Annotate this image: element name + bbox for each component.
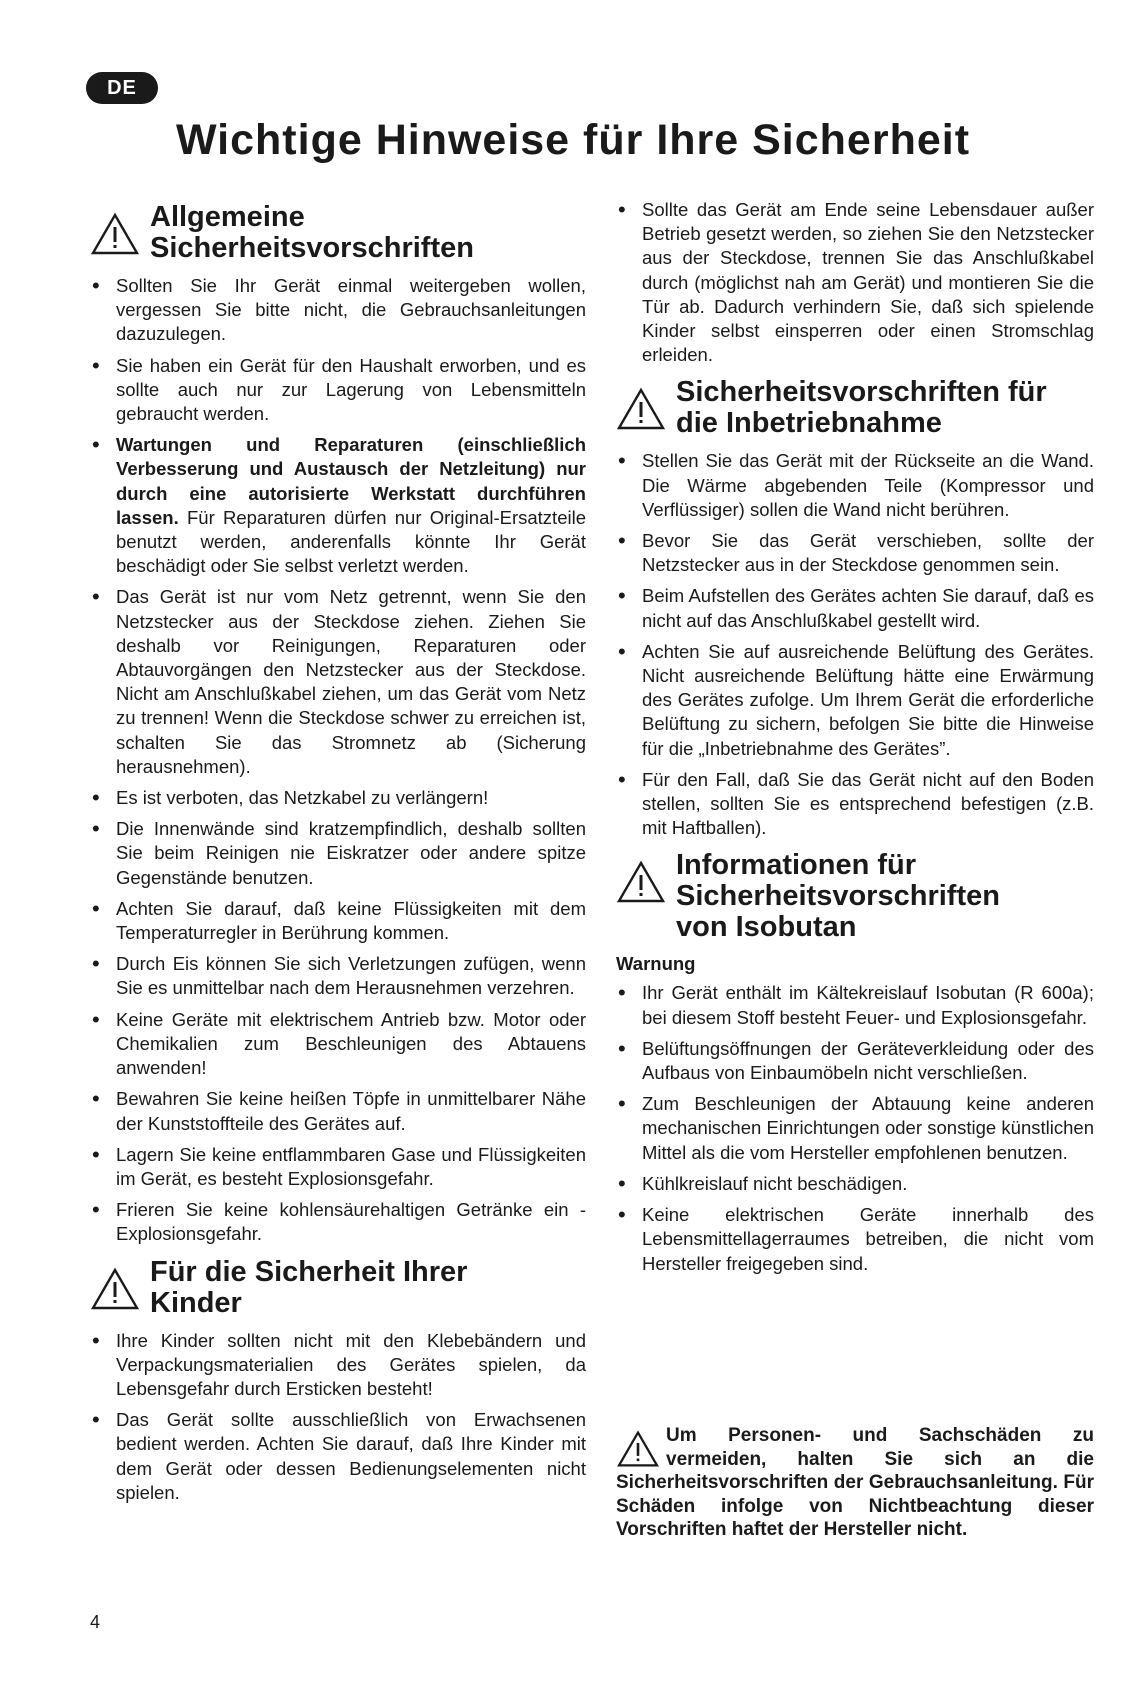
liability-notice-text: Um Personen- und Sachschäden zu vermeiden, halten Sie sich an die Sicherheitsvorschriften der Gebrauchsanleitung. Für Schäden infolge von Nichtbeachtung dieser Vorschriften haftet der Hersteller nicht. — [616, 1425, 1094, 1540]
list-item: • Ihre Kinder sollten nicht mit den Klebebändern und Verpackungsmaterialien des Gerätes spielen, da Lebensgefahr durch Ersticken besteht! — [90, 1329, 586, 1402]
list-item: • Das Gerät ist nur vom Netz getrennt, wenn Sie den Netzstecker aus der Steckdose ziehen. Ziehen Sie deshalb vor Reinigungen, Reparaturen oder Abtauvorgängen den Netzstecker aus der Steckdose. Nicht am Anschlußkabel ziehen, um das Gerät vom Netz zu trennen! Wenn die Steckdose schwer zu erreichen ist, schalten Sie das Stromnetz ab (Sicherung herausnehmen). — [90, 585, 586, 779]
section-children-title — [150, 1257, 467, 1319]
page-title: Wichtige Hinweise für Ihre Sicherheit — [175, 116, 971, 164]
list-item: • Für den Fall, daß Sie das Gerät nicht auf den Boden stellen, sollten Sie es entsprechend befestigen (z.B. mit Haftballen). — [616, 768, 1094, 841]
section-commissioning-list — [616, 449, 1094, 840]
section-children-list — [90, 1329, 586, 1505]
liability-notice — [616, 1424, 1094, 1542]
section-general-title-line1: Allgemeine — [150, 201, 305, 233]
list-item: • Ihr Gerät enthält im Kältekreislauf Isobutan (R 600a); bei diesem Stoff besteht Feuer- und Explosionsgefahr. — [616, 981, 1094, 1029]
right-column — [616, 198, 1094, 1286]
section-general-title-line2: Sicherheitsvorschriften — [150, 232, 474, 264]
section-children-heading — [90, 1257, 586, 1319]
section-children-title-line1: Für die Sicherheit Ihrer — [150, 1255, 468, 1288]
list-item: • Sollte das Gerät am Ende seine Lebensdauer außer Betrieb gesetzt werden, so ziehen Sie den Netzstecker aus der Steckdose, trennen Sie das Anschlußkabel durch (möglichst nah am Gerät) und montieren Sie die Tür ab. Dadurch verhindern Sie, daß sich spielende Kinder selbst einsperren oder einen Stromschlag erleiden. — [616, 198, 1094, 367]
list-item: • Die Innenwände sind kratzempfindlich, deshalb sollten Sie beim Reinigen nie Eiskratzer oder andere spitze Gegenstände benutzen. — [90, 817, 586, 890]
section-isobutane-heading — [616, 850, 1094, 943]
language-badge — [86, 72, 158, 104]
list-item: • Das Gerät sollte ausschließlich von Erwachsenen bedient werden. Achten Sie darauf, daß Ihre Kinder mit dem Gerät oder dessen Bedienungselementen nicht spielen. — [90, 1408, 586, 1505]
language-badge-label: DE — [107, 76, 137, 99]
list-item: • Keine elektrischen Geräte innerhalb des Lebensmittellagerraumes betreiben, die nicht vom Hersteller freigegeben sind. — [616, 1203, 1094, 1276]
section-isobutane-title-line2: Sicherheitsvorschriften — [676, 880, 1000, 913]
section-children-title-line2: Kinder — [150, 1286, 242, 1319]
section-general-title — [150, 202, 474, 264]
list-item: • Bewahren Sie keine heißen Töpfe in unmittelbarer Nähe der Kunststoffteile des Gerätes auf. — [90, 1087, 586, 1135]
warning-triangle-icon — [90, 212, 140, 256]
section-commissioning-title — [676, 377, 1047, 439]
page-number: 4 — [90, 1612, 101, 1632]
warning-triangle-icon — [616, 387, 666, 431]
list-item: • Lagern Sie keine entflammbaren Gase und Flüssigkeiten im Gerät, es besteht Explosionsgefahr. — [90, 1143, 586, 1191]
section-isobutane-title — [676, 850, 1000, 943]
intro-list — [616, 198, 1094, 367]
list-item: • Es ist verboten, das Netzkabel zu verlängern! — [90, 786, 586, 810]
list-item: • Belüftungsöffnungen der Geräteverkleidung oder des Aufbaus von Einbaumöbeln nicht verschließen. — [616, 1037, 1094, 1085]
section-commissioning-heading — [616, 377, 1094, 439]
list-item: • Keine Geräte mit elektrischem Antrieb bzw. Motor oder Chemikalien zum Beschleunigen des Abtauens anwenden! — [90, 1008, 586, 1081]
list-item: • Frieren Sie keine kohlensäurehaltigen Getränke ein - Explosionsgefahr. — [90, 1198, 586, 1246]
list-item: • Achten Sie darauf, daß keine Flüssigkeiten mit dem Temperaturregler in Berührung kommen. — [90, 897, 586, 945]
list-item: • Kühlkreislauf nicht beschädigen. — [616, 1172, 1094, 1196]
warning-triangle-icon — [616, 860, 666, 904]
section-isobutane-title-line1: Informationen für — [676, 849, 917, 882]
list-item: • Sollten Sie Ihr Gerät einmal weitergeben wollen, vergessen Sie bitte nicht, die Gebrauchsanleitungen dazuzulegen. — [90, 274, 586, 347]
section-general-list — [90, 274, 586, 1247]
left-column — [90, 198, 586, 1515]
warning-triangle-icon — [90, 1267, 140, 1311]
list-item: • Stellen Sie das Gerät mit der Rückseite an die Wand. Die Wärme abgebenden Teile (Kompressor und Verflüssiger) sollen die Wand nicht berühren. — [616, 449, 1094, 522]
list-item: • Achten Sie auf ausreichende Belüftung des Gerätes. Nicht ausreichende Belüftung hätte eine Erwärmung des Gerätes zufolge. Um Ihrem Gerät die erforderliche Belüftung zu sichern, befolgen Sie bitte die Hinweise für die „Inbetriebnahme des Gerätes”. — [616, 640, 1094, 761]
list-item: • Beim Aufstellen des Gerätes achten Sie darauf, daß es nicht auf das Anschlußkabel gestellt wird. — [616, 584, 1094, 632]
section-commissioning-title-line1: Sicherheitsvorschriften für — [676, 376, 1047, 409]
section-commissioning-title-line2: die Inbetriebnahme — [676, 407, 942, 440]
section-general-heading — [90, 202, 586, 264]
section-isobutane-title-line3: von Isobutan — [676, 911, 857, 944]
list-item: • Bevor Sie das Gerät verschieben, sollte der Netzstecker aus in der Steckdose genommen sein. — [616, 529, 1094, 577]
list-item: • Zum Beschleunigen der Abtauung keine anderen mechanischen Einrichtungen oder sonstige künstlichen Mittel als die vom Hersteller empfohlenen benutzen. — [616, 1092, 1094, 1165]
list-item-bold: Wartungen und Reparaturen (einschließlich Verbesserung und Austausch der Netzleitung) nur durch eine autorisierte Werkstatt durchführen lassen. — [116, 434, 586, 528]
list-item: • Durch Eis können Sie sich Verletzungen zufügen, wenn Sie es unmittelbar nach dem Herausnehmen verzehren. — [90, 952, 586, 1000]
list-item: • Sie haben ein Gerät für den Haushalt erworben, und es sollte auch nur zur Lagerung von Lebensmitteln gebraucht werden. — [90, 354, 586, 427]
warning-triangle-icon — [616, 1430, 660, 1468]
section-isobutane-list — [616, 981, 1094, 1275]
list-item-rest: Für Reparaturen dürfen nur Original-Ersatzteile benutzt werden, anderenfalls könnte Ihr Gerät beschädigt oder Sie selbst verletzt werden. — [116, 506, 586, 577]
warning-label: Warnung — [616, 953, 696, 975]
list-item — [90, 433, 586, 578]
